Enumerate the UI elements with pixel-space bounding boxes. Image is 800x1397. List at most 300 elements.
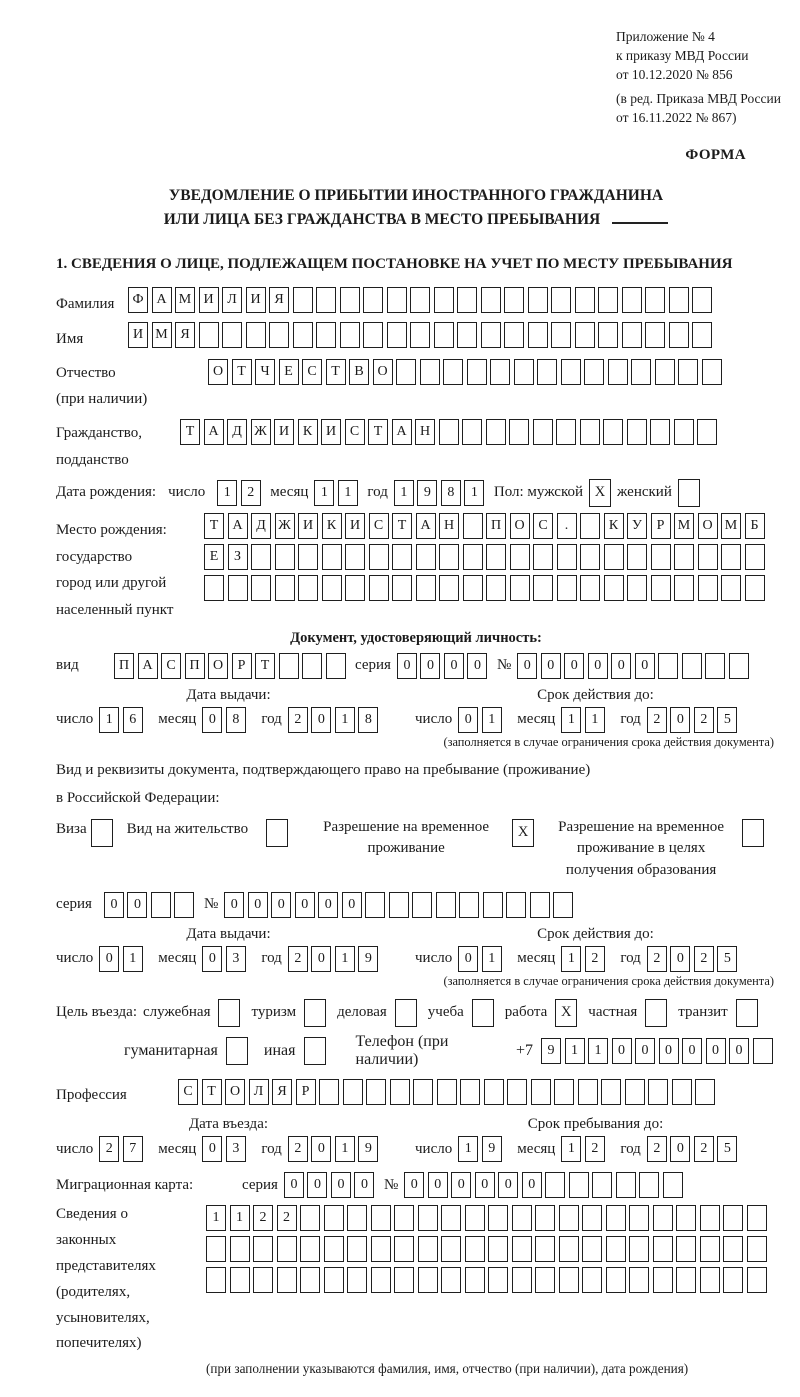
- char-cell[interactable]: 1: [99, 707, 119, 733]
- char-cell[interactable]: [396, 359, 416, 385]
- char-cell[interactable]: [298, 575, 318, 601]
- char-cell[interactable]: [604, 575, 624, 601]
- char-cell[interactable]: А: [416, 513, 436, 539]
- char-cell[interactable]: [206, 1236, 226, 1262]
- char-cell[interactable]: 7: [123, 1136, 143, 1162]
- char-cell[interactable]: 0: [588, 653, 608, 679]
- char-cell[interactable]: [556, 419, 576, 445]
- char-cell[interactable]: [293, 287, 313, 313]
- purpose-study-checkbox[interactable]: [472, 999, 494, 1027]
- char-cell[interactable]: 0: [202, 707, 222, 733]
- char-cell[interactable]: 2: [694, 707, 714, 733]
- sex-male-checkbox[interactable]: X: [589, 479, 611, 507]
- char-cell[interactable]: О: [510, 513, 530, 539]
- char-cell[interactable]: [551, 322, 571, 348]
- char-cell[interactable]: [580, 575, 600, 601]
- char-cell[interactable]: И: [246, 287, 266, 313]
- char-cell[interactable]: [533, 419, 553, 445]
- char-cell[interactable]: [747, 1205, 767, 1231]
- char-cell[interactable]: [608, 359, 628, 385]
- char-cell[interactable]: 0: [729, 1038, 749, 1064]
- char-cell[interactable]: 0: [342, 892, 362, 918]
- char-cell[interactable]: [199, 322, 219, 348]
- char-cell[interactable]: [463, 575, 483, 601]
- char-cell[interactable]: [604, 544, 624, 570]
- char-cell[interactable]: [488, 1205, 508, 1231]
- char-cell[interactable]: 0: [307, 1172, 327, 1198]
- char-cell[interactable]: [582, 1236, 602, 1262]
- residence-permit-checkbox[interactable]: [266, 819, 288, 847]
- char-cell[interactable]: [698, 575, 718, 601]
- char-cell[interactable]: [416, 544, 436, 570]
- char-cell[interactable]: [251, 575, 271, 601]
- char-cell[interactable]: [510, 575, 530, 601]
- char-cell[interactable]: П: [185, 653, 205, 679]
- purpose-humanitarian-checkbox[interactable]: [226, 1037, 248, 1065]
- char-cell[interactable]: [698, 544, 718, 570]
- char-cell[interactable]: [551, 287, 571, 313]
- char-cell[interactable]: [676, 1267, 696, 1293]
- char-cell[interactable]: [412, 892, 432, 918]
- char-cell[interactable]: [700, 1205, 720, 1231]
- char-cell[interactable]: [674, 544, 694, 570]
- char-cell[interactable]: [443, 359, 463, 385]
- purpose-other-checkbox[interactable]: [304, 1037, 326, 1065]
- char-cell[interactable]: [676, 1205, 696, 1231]
- char-cell[interactable]: [467, 359, 487, 385]
- char-cell[interactable]: [553, 892, 573, 918]
- char-cell[interactable]: Е: [279, 359, 299, 385]
- char-cell[interactable]: [507, 1079, 527, 1105]
- char-cell[interactable]: [702, 359, 722, 385]
- char-cell[interactable]: [413, 1079, 433, 1105]
- char-cell[interactable]: 0: [458, 707, 478, 733]
- char-cell[interactable]: И: [321, 419, 341, 445]
- char-cell[interactable]: [557, 575, 577, 601]
- char-cell[interactable]: М: [152, 322, 172, 348]
- char-cell[interactable]: [436, 892, 456, 918]
- char-cell[interactable]: 0: [564, 653, 584, 679]
- char-cell[interactable]: [629, 1236, 649, 1262]
- char-cell[interactable]: [483, 892, 503, 918]
- char-cell[interactable]: [695, 1079, 715, 1105]
- char-cell[interactable]: [575, 287, 595, 313]
- char-cell[interactable]: [747, 1236, 767, 1262]
- char-cell[interactable]: [316, 322, 336, 348]
- char-cell[interactable]: [651, 544, 671, 570]
- char-cell[interactable]: 0: [248, 892, 268, 918]
- char-cell[interactable]: У: [627, 513, 647, 539]
- char-cell[interactable]: 2: [694, 946, 714, 972]
- char-cell[interactable]: [651, 575, 671, 601]
- char-cell[interactable]: П: [114, 653, 134, 679]
- char-cell[interactable]: 2: [647, 1136, 667, 1162]
- char-cell[interactable]: [488, 1236, 508, 1262]
- char-cell[interactable]: [682, 653, 702, 679]
- char-cell[interactable]: С: [302, 359, 322, 385]
- char-cell[interactable]: [606, 1236, 626, 1262]
- char-cell[interactable]: [514, 359, 534, 385]
- char-cell[interactable]: 1: [230, 1205, 250, 1231]
- char-cell[interactable]: 1: [561, 946, 581, 972]
- char-cell[interactable]: 1: [123, 946, 143, 972]
- char-cell[interactable]: [509, 419, 529, 445]
- char-cell[interactable]: 0: [318, 892, 338, 918]
- char-cell[interactable]: Т: [204, 513, 224, 539]
- char-cell[interactable]: [253, 1267, 273, 1293]
- char-cell[interactable]: [410, 287, 430, 313]
- char-cell[interactable]: Т: [326, 359, 346, 385]
- char-cell[interactable]: 0: [404, 1172, 424, 1198]
- char-cell[interactable]: [669, 287, 689, 313]
- char-cell[interactable]: 0: [612, 1038, 632, 1064]
- char-cell[interactable]: [650, 419, 670, 445]
- char-cell[interactable]: Т: [392, 513, 412, 539]
- char-cell[interactable]: [598, 322, 618, 348]
- char-cell[interactable]: 1: [482, 946, 502, 972]
- char-cell[interactable]: [340, 287, 360, 313]
- char-cell[interactable]: [692, 322, 712, 348]
- char-cell[interactable]: 5: [717, 1136, 737, 1162]
- char-cell[interactable]: [462, 419, 482, 445]
- char-cell[interactable]: 9: [417, 480, 437, 506]
- char-cell[interactable]: М: [175, 287, 195, 313]
- temp-residence-checkbox[interactable]: X: [512, 819, 534, 847]
- char-cell[interactable]: [669, 322, 689, 348]
- char-cell[interactable]: [530, 892, 550, 918]
- char-cell[interactable]: Ж: [275, 513, 295, 539]
- char-cell[interactable]: О: [698, 513, 718, 539]
- char-cell[interactable]: 8: [358, 707, 378, 733]
- char-cell[interactable]: [246, 322, 266, 348]
- char-cell[interactable]: [528, 287, 548, 313]
- temp-residence-edu-checkbox[interactable]: [742, 819, 764, 847]
- char-cell[interactable]: 1: [565, 1038, 585, 1064]
- char-cell[interactable]: [506, 892, 526, 918]
- char-cell[interactable]: [347, 1205, 367, 1231]
- char-cell[interactable]: 0: [311, 946, 331, 972]
- char-cell[interactable]: 1: [338, 480, 358, 506]
- char-cell[interactable]: [486, 544, 506, 570]
- char-cell[interactable]: 9: [358, 1136, 378, 1162]
- char-cell[interactable]: [441, 1205, 461, 1231]
- char-cell[interactable]: 0: [104, 892, 124, 918]
- char-cell[interactable]: С: [345, 419, 365, 445]
- char-cell[interactable]: [674, 419, 694, 445]
- char-cell[interactable]: [269, 322, 289, 348]
- char-cell[interactable]: [418, 1267, 438, 1293]
- char-cell[interactable]: 0: [428, 1172, 448, 1198]
- char-cell[interactable]: Р: [651, 513, 671, 539]
- char-cell[interactable]: [251, 544, 271, 570]
- char-cell[interactable]: [392, 575, 412, 601]
- char-cell[interactable]: 0: [127, 892, 147, 918]
- char-cell[interactable]: [416, 575, 436, 601]
- char-cell[interactable]: [481, 322, 501, 348]
- char-cell[interactable]: 0: [635, 1038, 655, 1064]
- char-cell[interactable]: 0: [706, 1038, 726, 1064]
- char-cell[interactable]: П: [486, 513, 506, 539]
- char-cell[interactable]: 0: [467, 653, 487, 679]
- char-cell[interactable]: [275, 575, 295, 601]
- char-cell[interactable]: Р: [232, 653, 252, 679]
- char-cell[interactable]: [206, 1267, 226, 1293]
- char-cell[interactable]: И: [274, 419, 294, 445]
- char-cell[interactable]: [392, 544, 412, 570]
- char-cell[interactable]: В: [349, 359, 369, 385]
- char-cell[interactable]: Ф: [128, 287, 148, 313]
- char-cell[interactable]: [535, 1236, 555, 1262]
- char-cell[interactable]: [512, 1267, 532, 1293]
- char-cell[interactable]: 1: [314, 480, 334, 506]
- char-cell[interactable]: [672, 1079, 692, 1105]
- char-cell[interactable]: [603, 419, 623, 445]
- char-cell[interactable]: 1: [588, 1038, 608, 1064]
- char-cell[interactable]: О: [208, 653, 228, 679]
- char-cell[interactable]: [655, 359, 675, 385]
- char-cell[interactable]: [622, 287, 642, 313]
- purpose-business-checkbox[interactable]: [218, 999, 240, 1027]
- char-cell[interactable]: [363, 287, 383, 313]
- char-cell[interactable]: З: [228, 544, 248, 570]
- char-cell[interactable]: [390, 1079, 410, 1105]
- char-cell[interactable]: [545, 1172, 565, 1198]
- char-cell[interactable]: [324, 1236, 344, 1262]
- char-cell[interactable]: [387, 322, 407, 348]
- char-cell[interactable]: [324, 1267, 344, 1293]
- char-cell[interactable]: 1: [206, 1205, 226, 1231]
- sex-female-checkbox[interactable]: [678, 479, 700, 507]
- char-cell[interactable]: [174, 892, 194, 918]
- purpose-commercial-checkbox[interactable]: [395, 999, 417, 1027]
- char-cell[interactable]: [371, 1205, 391, 1231]
- char-cell[interactable]: [365, 892, 385, 918]
- char-cell[interactable]: 0: [311, 1136, 331, 1162]
- char-cell[interactable]: [410, 322, 430, 348]
- char-cell[interactable]: [488, 1267, 508, 1293]
- char-cell[interactable]: [230, 1267, 250, 1293]
- char-cell[interactable]: Д: [251, 513, 271, 539]
- char-cell[interactable]: И: [199, 287, 219, 313]
- char-cell[interactable]: [486, 575, 506, 601]
- char-cell[interactable]: 6: [123, 707, 143, 733]
- char-cell[interactable]: [705, 653, 725, 679]
- char-cell[interactable]: [222, 322, 242, 348]
- char-cell[interactable]: [302, 653, 322, 679]
- char-cell[interactable]: [582, 1267, 602, 1293]
- char-cell[interactable]: [465, 1267, 485, 1293]
- char-cell[interactable]: [277, 1267, 297, 1293]
- char-cell[interactable]: 2: [647, 707, 667, 733]
- char-cell[interactable]: [366, 1079, 386, 1105]
- char-cell[interactable]: [721, 544, 741, 570]
- char-cell[interactable]: [678, 359, 698, 385]
- char-cell[interactable]: С: [161, 653, 181, 679]
- char-cell[interactable]: [481, 287, 501, 313]
- char-cell[interactable]: [606, 1205, 626, 1231]
- char-cell[interactable]: [322, 544, 342, 570]
- char-cell[interactable]: [653, 1236, 673, 1262]
- char-cell[interactable]: [648, 1079, 668, 1105]
- char-cell[interactable]: [434, 322, 454, 348]
- char-cell[interactable]: Я: [269, 287, 289, 313]
- purpose-transit-checkbox[interactable]: [736, 999, 758, 1027]
- char-cell[interactable]: [253, 1236, 273, 1262]
- char-cell[interactable]: [723, 1267, 743, 1293]
- char-cell[interactable]: Л: [222, 287, 242, 313]
- char-cell[interactable]: Е: [204, 544, 224, 570]
- char-cell[interactable]: 2: [99, 1136, 119, 1162]
- char-cell[interactable]: [645, 287, 665, 313]
- char-cell[interactable]: 0: [498, 1172, 518, 1198]
- char-cell[interactable]: [616, 1172, 636, 1198]
- char-cell[interactable]: [533, 544, 553, 570]
- char-cell[interactable]: [340, 322, 360, 348]
- char-cell[interactable]: А: [138, 653, 158, 679]
- char-cell[interactable]: [645, 322, 665, 348]
- char-cell[interactable]: [753, 1038, 773, 1064]
- char-cell[interactable]: [674, 575, 694, 601]
- char-cell[interactable]: К: [298, 419, 318, 445]
- char-cell[interactable]: [653, 1205, 673, 1231]
- char-cell[interactable]: [580, 513, 600, 539]
- char-cell[interactable]: [439, 419, 459, 445]
- char-cell[interactable]: [658, 653, 678, 679]
- char-cell[interactable]: А: [204, 419, 224, 445]
- char-cell[interactable]: [721, 575, 741, 601]
- char-cell[interactable]: [625, 1079, 645, 1105]
- char-cell[interactable]: [575, 322, 595, 348]
- char-cell[interactable]: 0: [670, 1136, 690, 1162]
- char-cell[interactable]: 0: [224, 892, 244, 918]
- char-cell[interactable]: 0: [682, 1038, 702, 1064]
- char-cell[interactable]: 0: [611, 653, 631, 679]
- char-cell[interactable]: [606, 1267, 626, 1293]
- char-cell[interactable]: [554, 1079, 574, 1105]
- char-cell[interactable]: 0: [420, 653, 440, 679]
- char-cell[interactable]: 3: [226, 946, 246, 972]
- char-cell[interactable]: [504, 287, 524, 313]
- char-cell[interactable]: [533, 575, 553, 601]
- char-cell[interactable]: [729, 653, 749, 679]
- char-cell[interactable]: Н: [415, 419, 435, 445]
- char-cell[interactable]: Ж: [251, 419, 271, 445]
- char-cell[interactable]: [277, 1236, 297, 1262]
- char-cell[interactable]: [420, 359, 440, 385]
- char-cell[interactable]: 0: [311, 707, 331, 733]
- char-cell[interactable]: [537, 359, 557, 385]
- char-cell[interactable]: [394, 1236, 414, 1262]
- char-cell[interactable]: [535, 1205, 555, 1231]
- char-cell[interactable]: 1: [585, 707, 605, 733]
- char-cell[interactable]: [561, 359, 581, 385]
- char-cell[interactable]: К: [604, 513, 624, 539]
- char-cell[interactable]: [463, 544, 483, 570]
- char-cell[interactable]: 1: [458, 1136, 478, 1162]
- visa-checkbox[interactable]: [91, 819, 113, 847]
- char-cell[interactable]: [465, 1236, 485, 1262]
- char-cell[interactable]: [324, 1205, 344, 1231]
- char-cell[interactable]: 0: [202, 946, 222, 972]
- char-cell[interactable]: 2: [585, 946, 605, 972]
- char-cell[interactable]: 1: [335, 1136, 355, 1162]
- purpose-work-checkbox[interactable]: X: [555, 999, 577, 1027]
- char-cell[interactable]: [627, 544, 647, 570]
- char-cell[interactable]: [486, 419, 506, 445]
- char-cell[interactable]: [663, 1172, 683, 1198]
- char-cell[interactable]: 8: [441, 480, 461, 506]
- char-cell[interactable]: [389, 892, 409, 918]
- char-cell[interactable]: 0: [670, 707, 690, 733]
- char-cell[interactable]: [275, 544, 295, 570]
- char-cell[interactable]: 1: [335, 946, 355, 972]
- char-cell[interactable]: [394, 1205, 414, 1231]
- char-cell[interactable]: [347, 1267, 367, 1293]
- char-cell[interactable]: К: [322, 513, 342, 539]
- char-cell[interactable]: [622, 322, 642, 348]
- char-cell[interactable]: [627, 575, 647, 601]
- char-cell[interactable]: [653, 1267, 673, 1293]
- char-cell[interactable]: [528, 322, 548, 348]
- char-cell[interactable]: С: [178, 1079, 198, 1105]
- char-cell[interactable]: [697, 419, 717, 445]
- char-cell[interactable]: [371, 1236, 391, 1262]
- char-cell[interactable]: 1: [561, 1136, 581, 1162]
- char-cell[interactable]: [418, 1205, 438, 1231]
- char-cell[interactable]: [598, 287, 618, 313]
- char-cell[interactable]: [463, 513, 483, 539]
- char-cell[interactable]: М: [721, 513, 741, 539]
- purpose-private-checkbox[interactable]: [645, 999, 667, 1027]
- char-cell[interactable]: О: [208, 359, 228, 385]
- char-cell[interactable]: [347, 1236, 367, 1262]
- char-cell[interactable]: [369, 544, 389, 570]
- char-cell[interactable]: [512, 1205, 532, 1231]
- char-cell[interactable]: [531, 1079, 551, 1105]
- char-cell[interactable]: Т: [255, 653, 275, 679]
- char-cell[interactable]: [300, 1236, 320, 1262]
- char-cell[interactable]: [300, 1205, 320, 1231]
- char-cell[interactable]: Т: [202, 1079, 222, 1105]
- char-cell[interactable]: Т: [180, 419, 200, 445]
- char-cell[interactable]: [345, 544, 365, 570]
- char-cell[interactable]: [460, 1079, 480, 1105]
- char-cell[interactable]: 5: [717, 707, 737, 733]
- char-cell[interactable]: И: [345, 513, 365, 539]
- char-cell[interactable]: [363, 322, 383, 348]
- char-cell[interactable]: [439, 575, 459, 601]
- char-cell[interactable]: 0: [475, 1172, 495, 1198]
- char-cell[interactable]: 2: [277, 1205, 297, 1231]
- char-cell[interactable]: 9: [482, 1136, 502, 1162]
- char-cell[interactable]: 0: [354, 1172, 374, 1198]
- char-cell[interactable]: 2: [694, 1136, 714, 1162]
- char-cell[interactable]: [700, 1236, 720, 1262]
- char-cell[interactable]: 1: [464, 480, 484, 506]
- char-cell[interactable]: [723, 1205, 743, 1231]
- char-cell[interactable]: [151, 892, 171, 918]
- char-cell[interactable]: [745, 544, 765, 570]
- char-cell[interactable]: [569, 1172, 589, 1198]
- char-cell[interactable]: [584, 359, 604, 385]
- char-cell[interactable]: Ч: [255, 359, 275, 385]
- char-cell[interactable]: 0: [99, 946, 119, 972]
- char-cell[interactable]: [629, 1267, 649, 1293]
- char-cell[interactable]: [457, 322, 477, 348]
- char-cell[interactable]: [322, 575, 342, 601]
- char-cell[interactable]: [434, 287, 454, 313]
- char-cell[interactable]: 0: [541, 653, 561, 679]
